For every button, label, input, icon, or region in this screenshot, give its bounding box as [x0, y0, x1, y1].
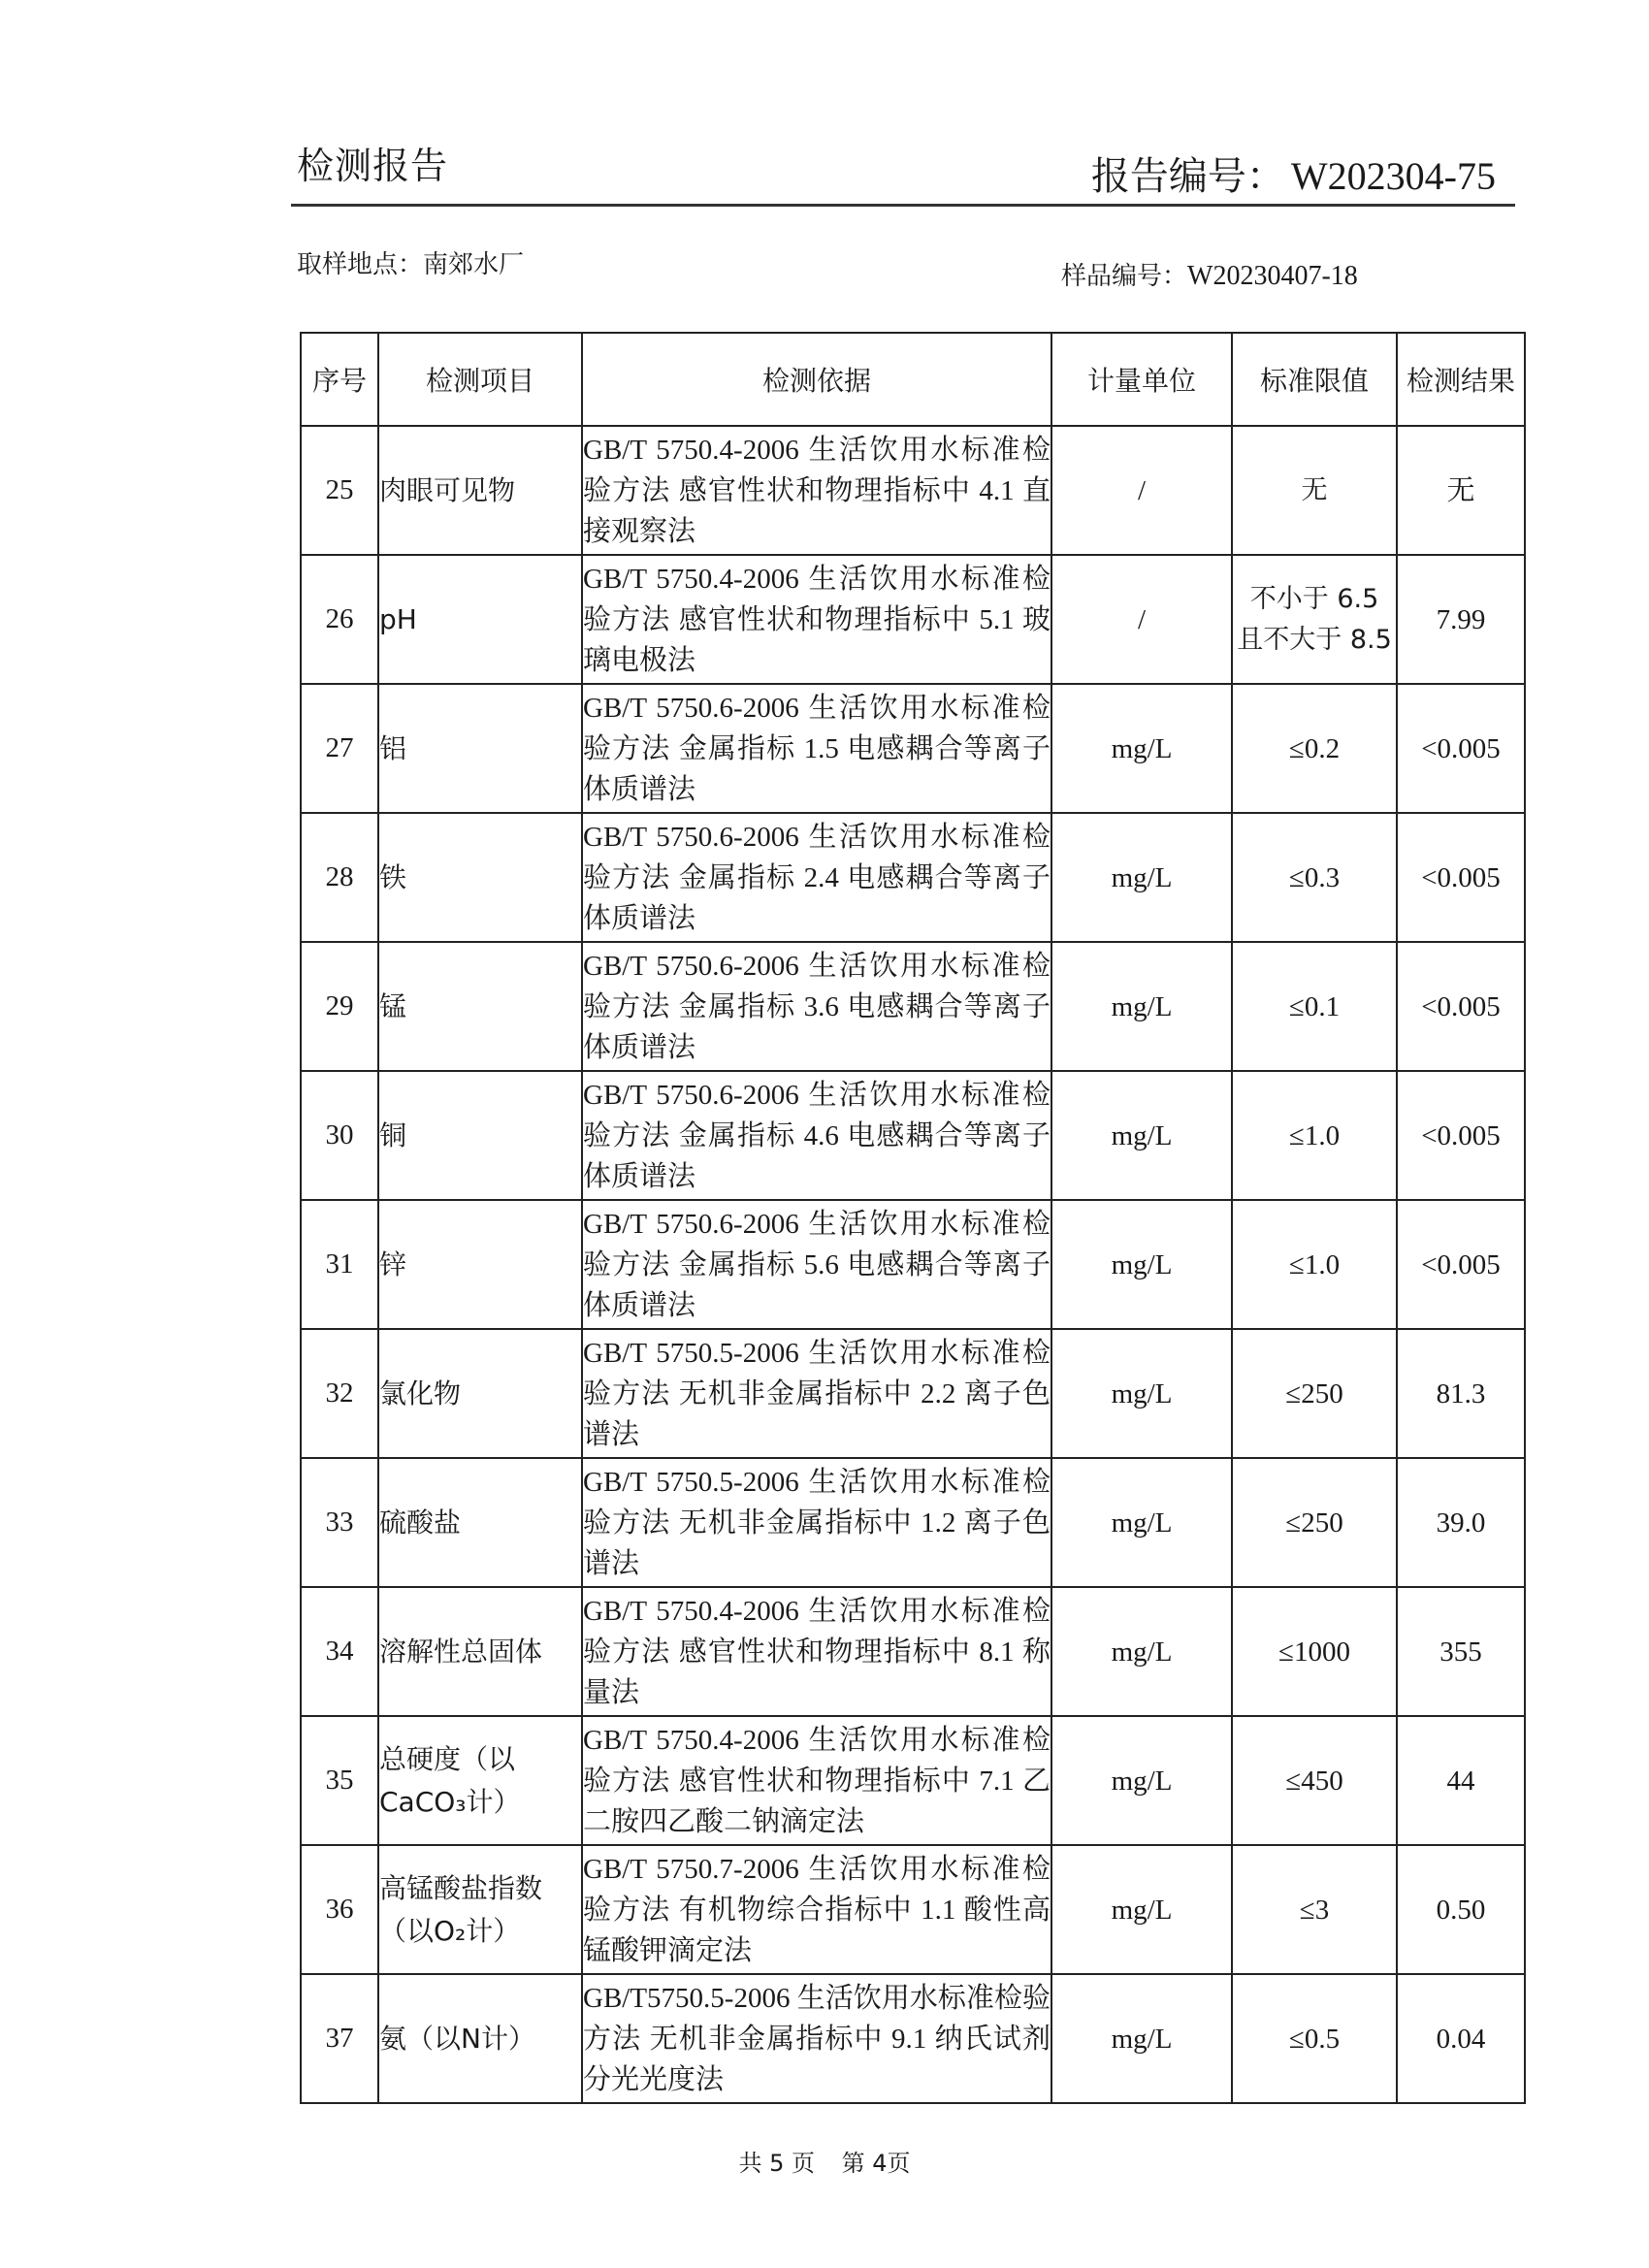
cell-item: 氯化物 — [378, 1329, 582, 1458]
cell-no: 34 — [301, 1587, 378, 1716]
cell-item: 锰 — [378, 942, 582, 1071]
cell-unit: mg/L — [1051, 684, 1232, 813]
cell-limit: ≤250 — [1232, 1458, 1397, 1587]
cell-no: 37 — [301, 1974, 378, 2103]
cell-unit: mg/L — [1051, 813, 1232, 942]
cell-basis: GB/T5750.5-2006 生活饮用水标准检验方法 无机非金属指标中 9.1 纳氏试剂分光光度法 — [582, 1974, 1051, 2103]
cell-no: 27 — [301, 684, 378, 813]
table-row — [301, 1716, 1525, 1845]
cell-result: 81.3 — [1397, 1329, 1525, 1458]
cell-no: 30 — [301, 1071, 378, 1200]
sample-number-value: W20230407-18 — [1187, 261, 1358, 291]
cell-basis: GB/T 5750.6-2006 生活饮用水标准检验方法 金属指标 4.6 电感耦合等离子体质谱法 — [582, 1071, 1051, 1200]
table-row — [301, 813, 1525, 942]
cell-item: pH — [378, 555, 582, 684]
cell-no: 29 — [301, 942, 378, 1071]
cell-item: 铜 — [378, 1071, 582, 1200]
cell-basis: GB/T 5750.5-2006 生活饮用水标准检验方法 无机非金属指标中 1.2 离子色谱法 — [582, 1458, 1051, 1587]
test-results-table — [300, 332, 1526, 2104]
cell-no: 28 — [301, 813, 378, 942]
report-title: 检测报告 — [297, 145, 449, 187]
cell-result: <0.005 — [1397, 813, 1525, 942]
table-row — [301, 1974, 1525, 2103]
header-unit: 计量单位 — [1051, 333, 1232, 426]
cell-limit: ≤250 — [1232, 1329, 1397, 1458]
cell-result: 355 — [1397, 1587, 1525, 1716]
sample-number — [1061, 256, 1358, 292]
header-basis: 检测依据 — [582, 333, 1051, 426]
cell-unit: mg/L — [1051, 1587, 1232, 1716]
cell-unit: / — [1051, 426, 1232, 555]
table-row — [301, 426, 1525, 555]
cell-no: 26 — [301, 555, 378, 684]
cell-result: <0.005 — [1397, 1071, 1525, 1200]
table-row — [301, 684, 1525, 813]
cell-item: 氨（以N计） — [378, 1974, 582, 2103]
cell-unit: mg/L — [1051, 1845, 1232, 1974]
cell-limit: ≤0.1 — [1232, 942, 1397, 1071]
cell-no: 35 — [301, 1716, 378, 1845]
table-row — [301, 1329, 1525, 1458]
cell-basis: GB/T 5750.4-2006 生活饮用水标准检验方法 感官性状和物理指标中 7.1 乙二胺四乙酸二钠滴定法 — [582, 1716, 1051, 1845]
table-row — [301, 942, 1525, 1071]
cell-basis: GB/T 5750.4-2006 生活饮用水标准检验方法 感官性状和物理指标中 8.1 称量法 — [582, 1587, 1051, 1716]
table-row — [301, 1845, 1525, 1974]
sampling-site — [297, 244, 524, 280]
cell-limit: 不小于 6.5 且不大于 8.5 — [1232, 555, 1397, 684]
cell-result: 0.04 — [1397, 1974, 1525, 2103]
header-limit: 标准限值 — [1232, 333, 1397, 426]
cell-item: 硫酸盐 — [378, 1458, 582, 1587]
cell-result: <0.005 — [1397, 942, 1525, 1071]
cell-no: 32 — [301, 1329, 378, 1458]
cell-basis: GB/T 5750.6-2006 生活饮用水标准检验方法 金属指标 5.6 电感耦合等离子体质谱法 — [582, 1200, 1051, 1329]
cell-no: 36 — [301, 1845, 378, 1974]
cell-item: 肉眼可见物 — [378, 426, 582, 555]
cell-limit: 无 — [1232, 426, 1397, 555]
table-row — [301, 1587, 1525, 1716]
report-number-label: 报告编号： — [1090, 154, 1285, 199]
cell-basis: GB/T 5750.7-2006 生活饮用水标准检验方法 有机物综合指标中 1.1 酸性高锰酸钾滴定法 — [582, 1845, 1051, 1974]
cell-unit: mg/L — [1051, 1071, 1232, 1200]
cell-result: 0.50 — [1397, 1845, 1525, 1974]
header-divider — [291, 204, 1515, 207]
cell-item: 高锰酸盐指数（以O₂计） — [378, 1845, 582, 1974]
cell-result: 39.0 — [1397, 1458, 1525, 1587]
cell-no: 25 — [301, 426, 378, 555]
table-row — [301, 555, 1525, 684]
header-no: 序号 — [301, 333, 378, 426]
cell-item: 铁 — [378, 813, 582, 942]
cell-unit: mg/L — [1051, 1200, 1232, 1329]
table-row — [301, 1458, 1525, 1587]
cell-unit: / — [1051, 555, 1232, 684]
current-page: 第 4页 — [841, 2150, 911, 2177]
cell-result: 7.99 — [1397, 555, 1525, 684]
cell-unit: mg/L — [1051, 942, 1232, 1071]
cell-limit: ≤3 — [1232, 1845, 1397, 1974]
page-header — [291, 136, 1515, 210]
cell-unit: mg/L — [1051, 1458, 1232, 1587]
total-pages: 共 5 页 — [738, 2150, 815, 2177]
cell-limit: ≤1.0 — [1232, 1200, 1397, 1329]
table-header-row — [301, 333, 1525, 426]
cell-unit: mg/L — [1051, 1974, 1232, 2103]
header-item: 检测项目 — [378, 333, 582, 426]
header-result: 检测结果 — [1397, 333, 1525, 426]
cell-basis: GB/T 5750.5-2006 生活饮用水标准检验方法 无机非金属指标中 2.2 离子色谱法 — [582, 1329, 1051, 1458]
cell-limit: ≤0.2 — [1232, 684, 1397, 813]
cell-unit: mg/L — [1051, 1716, 1232, 1845]
cell-result: <0.005 — [1397, 684, 1525, 813]
cell-limit: ≤1.0 — [1232, 1071, 1397, 1200]
cell-no: 33 — [301, 1458, 378, 1587]
cell-basis: GB/T 5750.4-2006 生活饮用水标准检验方法 感官性状和物理指标中 5.1 玻璃电极法 — [582, 555, 1051, 684]
table-row — [301, 1071, 1525, 1200]
cell-basis: GB/T 5750.6-2006 生活饮用水标准检验方法 金属指标 3.6 电感耦合等离子体质谱法 — [582, 942, 1051, 1071]
cell-basis: GB/T 5750.4-2006 生活饮用水标准检验方法 感官性状和物理指标中 4.1 直接观察法 — [582, 426, 1051, 555]
cell-result: 无 — [1397, 426, 1525, 555]
cell-limit: ≤450 — [1232, 1716, 1397, 1845]
cell-item: 总硬度（以CaCO₃计） — [378, 1716, 582, 1845]
cell-item: 溶解性总固体 — [378, 1587, 582, 1716]
cell-limit: ≤0.5 — [1232, 1974, 1397, 2103]
sample-number-label: 样品编号： — [1061, 262, 1188, 291]
cell-basis: GB/T 5750.6-2006 生活饮用水标准检验方法 金属指标 2.4 电感耦合等离子体质谱法 — [582, 813, 1051, 942]
cell-item: 锌 — [378, 1200, 582, 1329]
cell-result: <0.005 — [1397, 1200, 1525, 1329]
cell-limit: ≤0.3 — [1232, 813, 1397, 942]
cell-result: 44 — [1397, 1716, 1525, 1845]
cell-no: 31 — [301, 1200, 378, 1329]
table-row — [301, 1200, 1525, 1329]
report-number — [1091, 146, 1496, 201]
sampling-site-label: 取样地点： — [297, 250, 424, 279]
cell-item: 铝 — [378, 684, 582, 813]
sampling-site-value: 南郊水厂 — [423, 250, 525, 279]
report-number-value: W202304-75 — [1290, 154, 1496, 198]
cell-limit: ≤1000 — [1232, 1587, 1397, 1716]
cell-basis: GB/T 5750.6-2006 生活饮用水标准检验方法 金属指标 1.5 电感耦合等离子体质谱法 — [582, 684, 1051, 813]
page-footer — [0, 2144, 1649, 2178]
cell-unit: mg/L — [1051, 1329, 1232, 1458]
